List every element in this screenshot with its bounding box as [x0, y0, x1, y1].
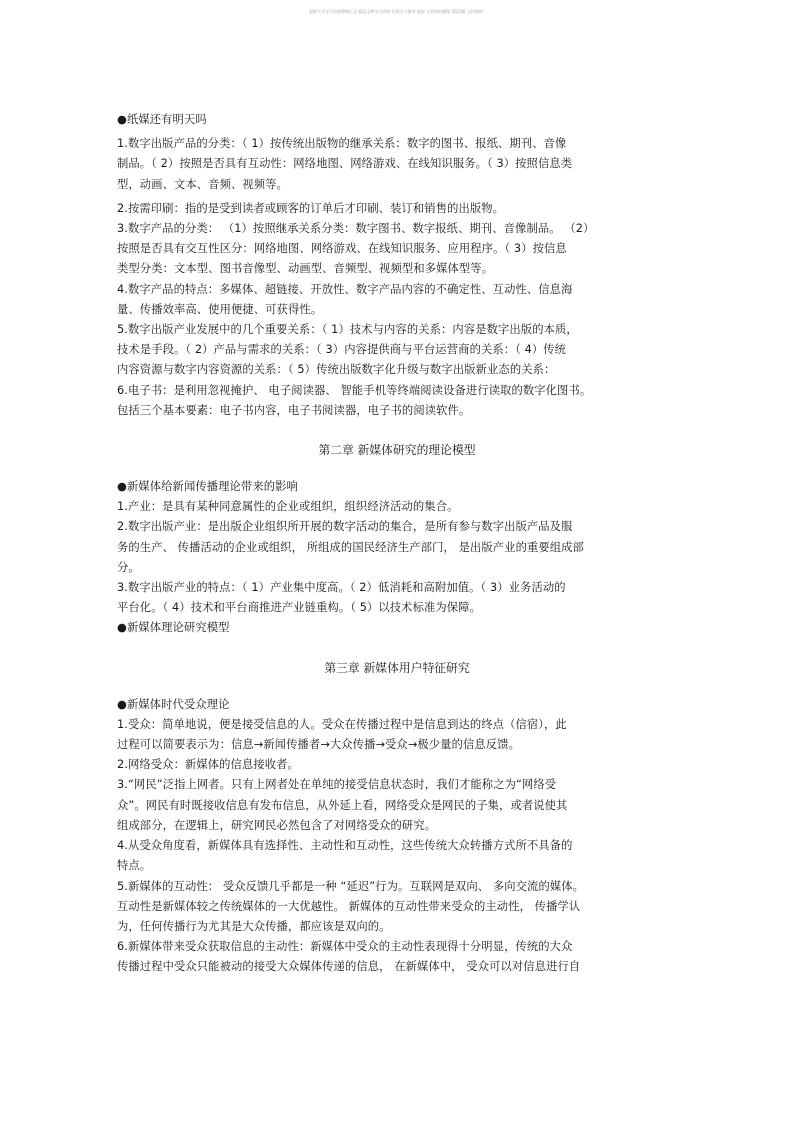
section-bullet-paper-media: ●纸媒还有明天吗	[117, 113, 207, 126]
para-6-line-2: 包括三个基本要素：电子书内容，电子书阅读器，电子书的阅读软件。	[117, 403, 471, 417]
ch3-para-4-line-2: 特点。	[117, 859, 152, 873]
para-4-line-1: 4.数字产品的特点：多媒体、超链接、开放性、数字产品内容的不确定性、互动性、信息海	[117, 282, 573, 296]
page-header-watermark: 最新大学学习资源整理汇总 精品文库学习资料 仅供学习参考 版权 文档资料整理 2023版 文档资料	[309, 9, 483, 14]
ch2-para-3-line-1: 3.数字出版产业的特点：（ 1）产业集中度高。（ 2）低消耗和高附加值。（ 3）业务活动的	[117, 581, 566, 595]
para-1-line-1: 1.数字出版产品的分类：（ 1）按传统出版物的继承关系：数字的图书、报纸、期刊、音像	[117, 137, 567, 151]
ch2-para-1-line-1: 1.产业：是具有某种同意属性的企业或组织，组织经济活动的集合。	[117, 500, 459, 514]
para-3-line-1: 3.数字产品的分类： （1）按照继承关系分类：数字图书、数字报纸、期刊、音像制品。 （2）	[117, 222, 595, 236]
ch2-para-2-line-1: 2.数字出版产业：是出版企业组织所开展的数字活动的集合，是所有参与数字出版产品及服	[117, 520, 573, 534]
ch3-para-1-line-2: 过程可以简要表示为：信息→新闻传播者→大众传播→受众→极少量的信息反馈。	[117, 738, 520, 752]
para-1-line-3: 型，动画、文本、音频、视频等。	[117, 177, 288, 191]
para-5-line-2: 技术是手段。（ 2）产品与需求的关系：（ 3）内容提供商与平台运营商的关系：（ 4）传统	[117, 343, 567, 357]
document-body	[117, 106, 677, 978]
ch3-para-6-line-2: 传播过程中受众只能被动的接受大众媒体传递的信息， 在新媒体中， 受众可以对信息进行自	[117, 960, 581, 974]
ch3-para-5-line-3: 为，任何传播行为尤其是大众传播，都应该是双向的。	[117, 919, 391, 933]
section-bullet-new-media-impact: ●新媒体给新闻传播理论带来的影响	[117, 480, 298, 494]
para-5-line-1: 5.数字出版产业发展中的几个重要关系：（ 1）技术与内容的关系：内容是数字出版的本质，	[117, 323, 578, 337]
section-bullet-theory-model: ●新媒体理论研究模型	[117, 621, 230, 635]
para-4-line-2: 量、传播效率高、使用便捷、可获得性。	[117, 302, 323, 316]
ch3-para-6-line-1: 6.新媒体带来受众获取信息的主动性：新媒体中受众的主动性表现得十分明显，传统的大众	[117, 940, 573, 954]
ch3-para-1-line-1: 1.受众：简单地说，便是接受信息的人。受众在传播过程中是信息到达的终点（信宿），此	[117, 717, 567, 731]
para-3-line-3: 类型分类：文本型、图书音像型、动画型、音频型、视频型和多媒体型等。	[117, 262, 494, 276]
ch2-para-3-line-2: 平台化。（ 4）技术和平台商推进产业链重构。（ 5）以技术标准为保障。	[117, 601, 481, 615]
ch3-para-5-line-1: 5.新媒体的互动性： 受众反馈几乎都是一种 “延迟”行为。互联网是双向、 多向交流的媒体。	[117, 879, 585, 893]
section-bullet-audience-theory: ●新媒体时代受众理论	[117, 697, 230, 711]
ch2-para-2-line-2: 务的生产、 传播活动的企业或组织， 所组成的国民经济生产部门， 是出版产业的重要组成部	[117, 540, 584, 554]
para-3-line-2: 按照是否具有交互性区分：网络地图、网络游戏、在线知识服务、应用程序。（ 3）按信息	[117, 242, 567, 256]
para-2-line-1: 2.按需印刷：指的是受到读者或顾客的订单后才印刷、装订和销售的出版物。	[117, 201, 505, 215]
chapter-3-title: 第三章 新媒体用户特征研究	[324, 660, 470, 675]
ch3-para-3-line-3: 组成部分，在逻辑上，研究网民必然包含了对网络受众的研究。	[117, 818, 437, 832]
ch3-para-2-line-1: 2.网络受众：新媒体的信息接收者。	[117, 758, 299, 772]
para-1-line-2: 制品。（ 2）按照是否具有互动性：网络地图、网络游戏、在线知识服务。（ 3）按照信息类	[117, 157, 573, 171]
ch3-para-3-line-2: 众”。网民有时既接收信息有发布信息，从外延上看，网络受众是网民的子集，或者说使其	[117, 798, 568, 812]
chapter-2-title: 第二章 新媒体研究的理论模型	[318, 443, 476, 458]
para-6-line-1: 6.电子书：是利用忽视掩护、 电子阅读器、 智能手机等终端阅读设备进行读取的数字化图书。	[117, 383, 592, 397]
para-5-line-3: 内容资源与数字内容资源的关系：（ 5）传统出版数字化升级与数字出版新业态的关系：	[117, 363, 556, 377]
ch3-para-3-line-1: 3.“网民”泛指上网者。只有上网者处在单纯的接受信息状态时，我们才能称之为“网络受	[117, 778, 557, 792]
ch3-para-4-line-1: 4.从受众角度看，新媒体具有选择性、主动性和互动性，这些传统大众转播方式所不具备的	[117, 839, 573, 853]
ch3-para-5-line-2: 互动性是新媒体较之传统媒体的一大优越性。 新媒体的互动性带来受众的主动性， 传播学认	[117, 899, 581, 913]
ch2-para-2-line-3: 分。	[117, 560, 140, 574]
